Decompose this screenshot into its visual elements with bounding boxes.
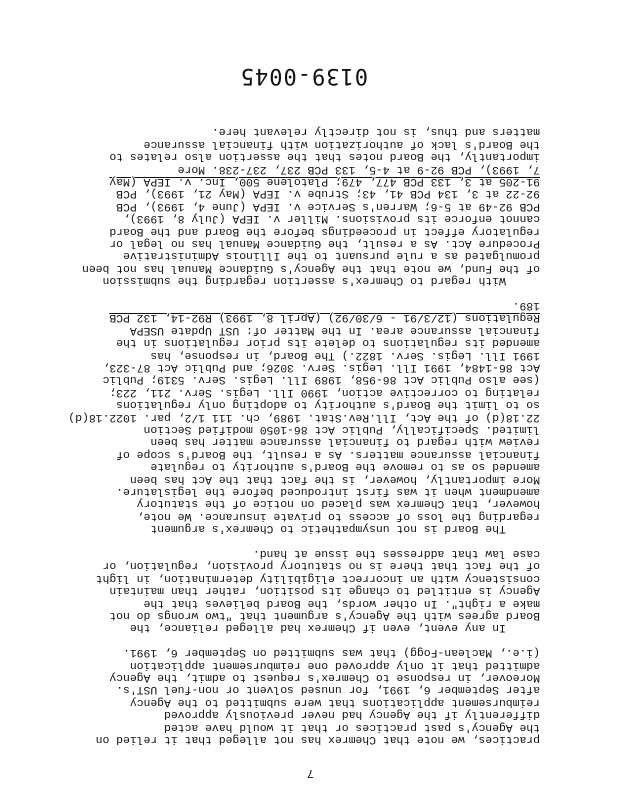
text-line: 22.18(d) of the Act, Ill.Rev.Stat. 1989, ch. 111 1/2, par. 1022.18(d) xyxy=(68,410,540,423)
text-line: the Agency's past practices or that it would have acted xyxy=(164,720,540,733)
text-line: (i.e., Maclean-Fogg) that was submitted on September 6, 1991. xyxy=(123,646,540,659)
text-line: regarding the loss of access to private insurance. We note, xyxy=(136,509,540,522)
text-line: make a right". In other words, the Board believes that the xyxy=(143,596,540,609)
text-line: More importantly, however, is the fact that the Act has been xyxy=(129,472,540,485)
text-line: Procedure Act. As a result, the Guidance Manual has no legal or xyxy=(109,237,540,249)
text-line: promulgated as a rule pursuant to the Illinois Administrative xyxy=(123,249,540,262)
text-line: cannot enforce its provisions. Miller v. IEPA (July 8, 1993), xyxy=(123,212,540,225)
text-line: after September 6, 1991, for unused solvent or non-fuel UST's. xyxy=(116,683,540,696)
text-line: review with regard to financial assurance matter has been xyxy=(150,435,540,448)
text-line: In any event, even if Chemrex had alleged reliance, the xyxy=(129,621,540,634)
text-line: financial assurance area. In the Matter of: UST Update USEPA xyxy=(129,323,540,336)
text-line: 189. xyxy=(512,299,540,311)
text-line: relating to corrective action, 1990 Ill. Legis. Serv. 211, 223; xyxy=(109,385,540,398)
text-line: practices, we note that Chemrex has not alleged that it relied on xyxy=(95,733,540,745)
text-line: Agency is entitled to change its position, rather than maintain xyxy=(109,584,540,597)
text-line: the Board's lack of authorization with financial assurance xyxy=(143,137,540,150)
text-line: importantly, the Board notes that the assertion also relates to xyxy=(109,150,540,163)
text-line: of the Fund, we note that the Agency's Guidance Manual has not been xyxy=(82,261,540,274)
text-line: limited. Specifically, Public Act 86-1050 modified Section xyxy=(143,423,540,435)
text-line: The Board is not unsympathetic to Chemrex's argument xyxy=(150,522,540,535)
page-number: 7 xyxy=(306,766,314,780)
text-line: With regard to Chemrex's assertion regarding the submission xyxy=(102,274,540,287)
text-line: amendment when it was first introduced before the legislature. xyxy=(116,485,540,497)
text-line: differently if the Agency had never previously approved xyxy=(164,708,540,721)
text-line: (see also Public Act 86-958, 1989 Ill. Legis. Serv. 5319; Public xyxy=(102,373,540,386)
document-number: 0139-0045 xyxy=(239,63,368,88)
text-line: matters and thus, is not directly relevant here. xyxy=(211,125,540,138)
text-line: Regulations (12/3/91 - 6/30/92) (April 8, 1993) R92-14, 132 PCB xyxy=(109,311,540,324)
text-line: amended its regulations to delete its prior regulations in the xyxy=(116,336,540,349)
text-line: 1991 Ill. Legis. Serv. 1822.) The Board, in response, has xyxy=(150,348,540,361)
text-line: admitted that it only approved one reimbursement application xyxy=(129,658,540,671)
text-line: financial assurance matters. As a result, the Board's scope of xyxy=(116,447,540,460)
text-line: 92-22 at 3, 134 PCB 41, 43; Strube v. IEPA (May 21, 1993), PCB xyxy=(116,187,540,200)
text-line: 91-205 at 3, 133 PCB 477, 479; Platolene 500, Inc. v. IEPA (May xyxy=(109,175,540,187)
text-line: Board agrees with the Agency's argument that "two wrongs do not xyxy=(109,609,540,621)
text-line: however, that Chemrex was placed on notice of the statutory xyxy=(136,497,540,510)
text-line: consistency with an incorrect eligibility determination, in light xyxy=(95,571,540,584)
text-line: Moreover, in response to Chemrex's request to admit, the Agency xyxy=(109,671,540,683)
text-line: case law that addresses the issue at hand. xyxy=(252,547,540,559)
text-line: 7, 1993), PCB 92-9 at 4-5, 133 PCB 237, 237-238. More xyxy=(177,162,540,175)
text-line: amended so as to remove the Board's authority to regulate xyxy=(150,460,540,473)
text-line: of the fact that there is no statutory provision, regulation, or xyxy=(102,559,540,572)
text-line: Act 86-1484, 1991 Ill. Legis. Serv. 3026; and Public Act 87-323, xyxy=(102,361,540,373)
text-line: regulatory effect in proceedings before the Board and the Board xyxy=(109,224,540,237)
text-line: so to limit the Board's authority to adopting only regulations xyxy=(116,398,540,411)
text-line: reimbursement applications that were submitted to the Agency xyxy=(129,695,540,708)
text-line: PCB 92-49 at 5-6; Warren's Service v. IEPA (June 4, 1993), PCB xyxy=(116,199,540,212)
